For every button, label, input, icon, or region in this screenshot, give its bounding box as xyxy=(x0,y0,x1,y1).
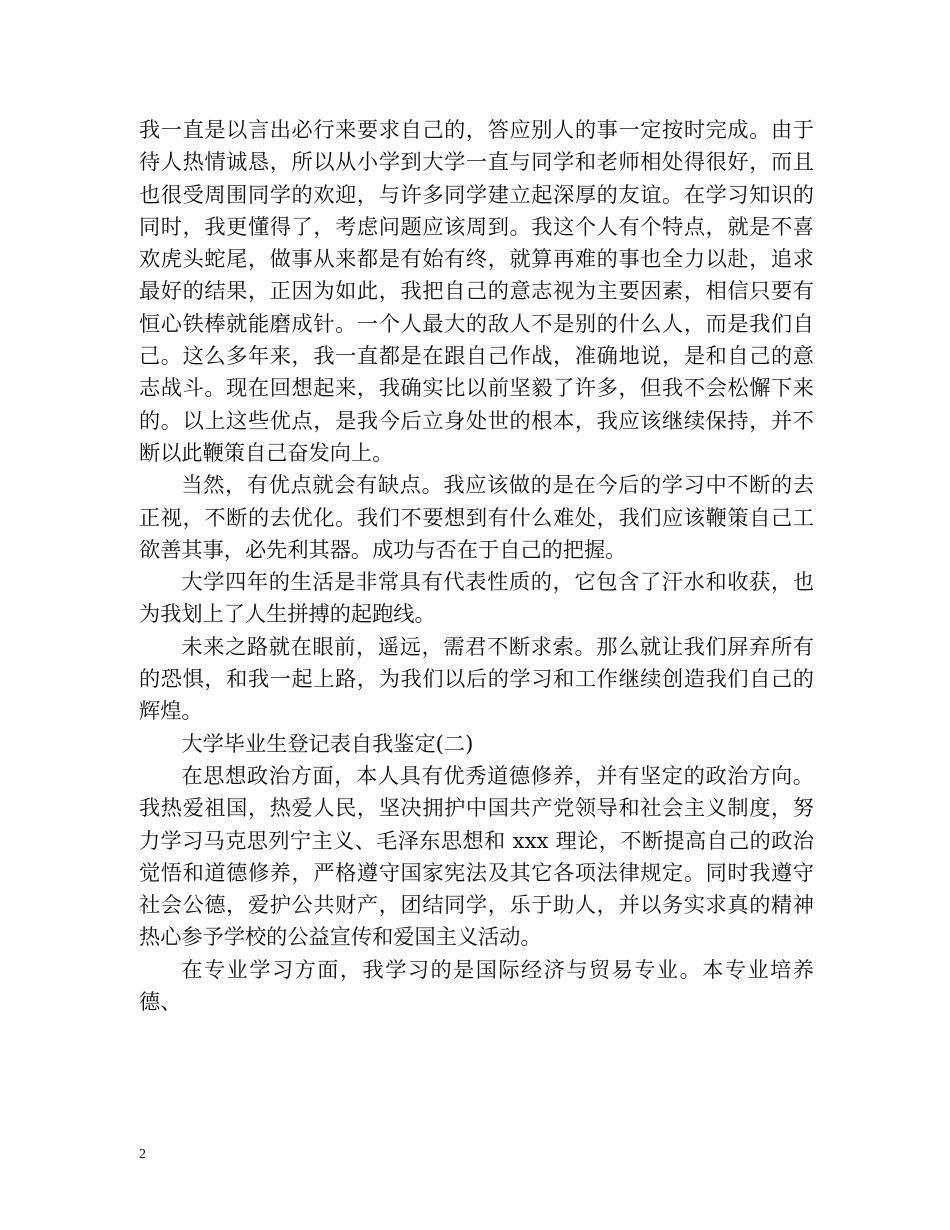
paragraph-professional-study: 在专业学习方面，我学习的是国际经济与贸易专业。本专业培养德、 xyxy=(139,956,814,1015)
paragraph-future: 未来之路就在眼前，遥远，需君不断求索。那么就让我们屏弃所有的恐惧，和我一起上路，为我们以后的学习和工作继续创造我们自己的辉煌。 xyxy=(139,633,814,724)
page-number: 2 xyxy=(139,1147,146,1162)
paragraph-shortcomings: 当然，有优点就会有缺点。我应该做的是在今后的学习中不断的去正视，不断的去优化。我们不要想到有什么难处，我们应该鞭策自己工欲善其事，必先利其器。成功与否在于自己的把握。 xyxy=(139,472,814,562)
paragraph-political-thought: 在思想政治方面，本人具有优秀道德修养，并有坚定的政治方向。我热爱祖国，热爱人民，坚决拥护中国共产党领导和社会主义制度，努力学习马克思列宁主义、毛泽东思想和 xxx 理论，不断提高自己的政治觉悟和道德修养，严格遵守国家宪法及其它各项法律规定。同时我遵守社会公德，爱护公共财产，团结同学，乐于助人，并以务实求真的精神热心参予学校的公益宣传和爱国主义活动。 xyxy=(139,762,814,950)
paragraph-self-description: 我一直是以言出必行来要求自己的，答应别人的事一定按时完成。由于待人热情诚恳，所以从小学到大学一直与同学和老师相处得很好，而且也很受周围同学的欢迎，与许多同学建立起深厚的友谊。在学习知识的同时，我更懂得了，考虑问题应该周到。我这个人有个特点，就是不喜欢虎头蛇尾，做事从来都是有始有终，就算再难的事也全力以赴，追求最好的结果，正因为如此，我把自己的意志视为主要因素，相信只要有恒心铁棒就能磨成针。一个人最大的敌人不是别的什么人，而是我们自己。这么多年来，我一直都是在跟自己作战，准确地说，是和自己的意志战斗。现在回想起来，我确实比以前坚毅了许多，但我不会松懈下来的。以上这些优点，是我今后立身处世的根本，我应该继续保持，并不断以此鞭策自己奋发向上。 xyxy=(139,117,814,465)
section-heading: 大学毕业生登记表自我鉴定(二) xyxy=(181,730,474,756)
document-body xyxy=(139,114,814,1018)
paragraph-university-life: 大学四年的生活是非常具有代表性质的，它包含了汗水和收获，也为我划上了人生拼搏的起跑线。 xyxy=(139,569,814,627)
